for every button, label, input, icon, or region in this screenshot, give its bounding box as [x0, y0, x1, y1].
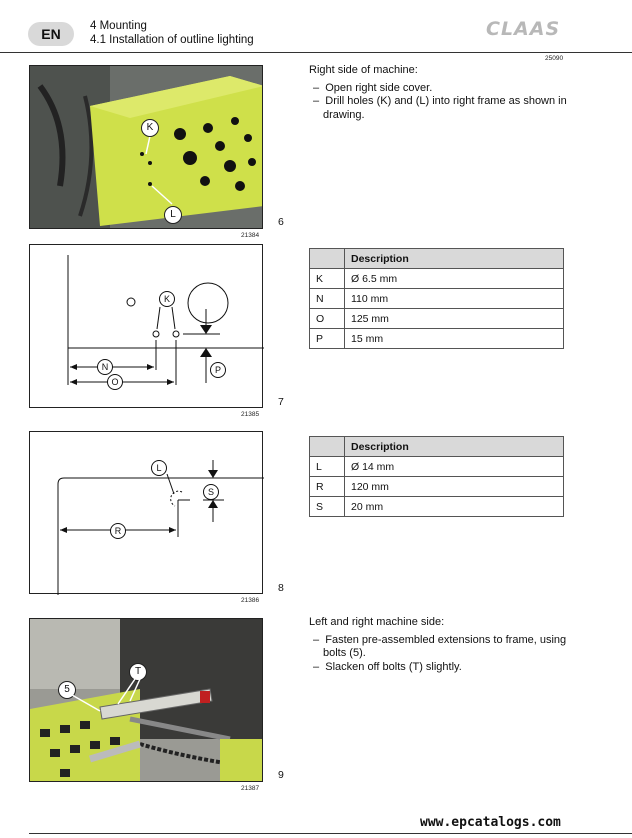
label-s: S	[203, 484, 219, 500]
header-divider	[0, 52, 632, 53]
table-header-row	[310, 437, 564, 457]
column-header: Description	[345, 437, 564, 457]
label-r: R	[110, 523, 126, 539]
table-row: N 110 mm	[310, 289, 564, 309]
table-header-row	[310, 249, 564, 269]
label-l: L	[164, 206, 182, 224]
instruction-block-right-side	[309, 64, 574, 122]
column-header: Description	[345, 249, 564, 269]
label-l: L	[151, 460, 167, 476]
figure-number: 8	[278, 582, 284, 594]
doc-number: 25090	[545, 55, 564, 62]
table-row: O 125 mm	[310, 309, 564, 329]
label-k: K	[159, 291, 175, 307]
figure-number: 9	[278, 769, 284, 781]
label-n: N	[97, 359, 113, 375]
table-row: L Ø 14 mm	[310, 457, 564, 477]
instruction-item: – Fasten pre-assembled extensions to frame, using bolts (5).	[313, 633, 567, 659]
website-link[interactable]: www.epcatalogs.com	[420, 815, 561, 830]
table-row: R 120 mm	[310, 477, 564, 497]
instruction-heading: Left and right machine side:	[309, 616, 445, 628]
chapter-title: 4 Mounting	[90, 20, 147, 32]
image-id: 21384	[241, 232, 260, 239]
image-id: 21386	[241, 597, 260, 604]
dimension-table-l	[309, 436, 564, 517]
figure-number: 7	[278, 396, 284, 408]
instruction-item: – Open right side cover.	[313, 81, 433, 94]
dimension-table-k	[309, 248, 564, 349]
drawing-hole-l	[29, 431, 263, 594]
photo-extensions-bolts	[29, 618, 263, 782]
figure-number: 6	[278, 216, 284, 228]
photo-right-side-cover	[29, 65, 263, 229]
table-row: S 20 mm	[310, 497, 564, 517]
brand-logo: CLAAS	[486, 18, 561, 40]
label-k: K	[141, 119, 159, 137]
image-id: 21385	[241, 411, 260, 418]
label-p: P	[210, 362, 226, 378]
label-t: T	[129, 663, 147, 681]
footer-divider	[29, 833, 632, 834]
section-title: 4.1 Installation of outline lighting	[90, 34, 254, 46]
instruction-block-both-sides	[309, 616, 574, 674]
label-o: O	[107, 374, 123, 390]
instruction-item: – Drill holes (K) and (L) into right frame as shown in drawing.	[313, 95, 567, 121]
instruction-item: – Slacken off bolts (T) slightly.	[313, 660, 462, 673]
drawing-holes-k	[29, 244, 263, 408]
language-badge: EN	[28, 22, 74, 46]
label-5: 5	[58, 681, 76, 699]
image-id: 21387	[241, 785, 260, 792]
table-row: K Ø 6.5 mm	[310, 269, 564, 289]
instruction-heading: Right side of machine:	[309, 64, 418, 76]
table-row: P 15 mm	[310, 329, 564, 349]
